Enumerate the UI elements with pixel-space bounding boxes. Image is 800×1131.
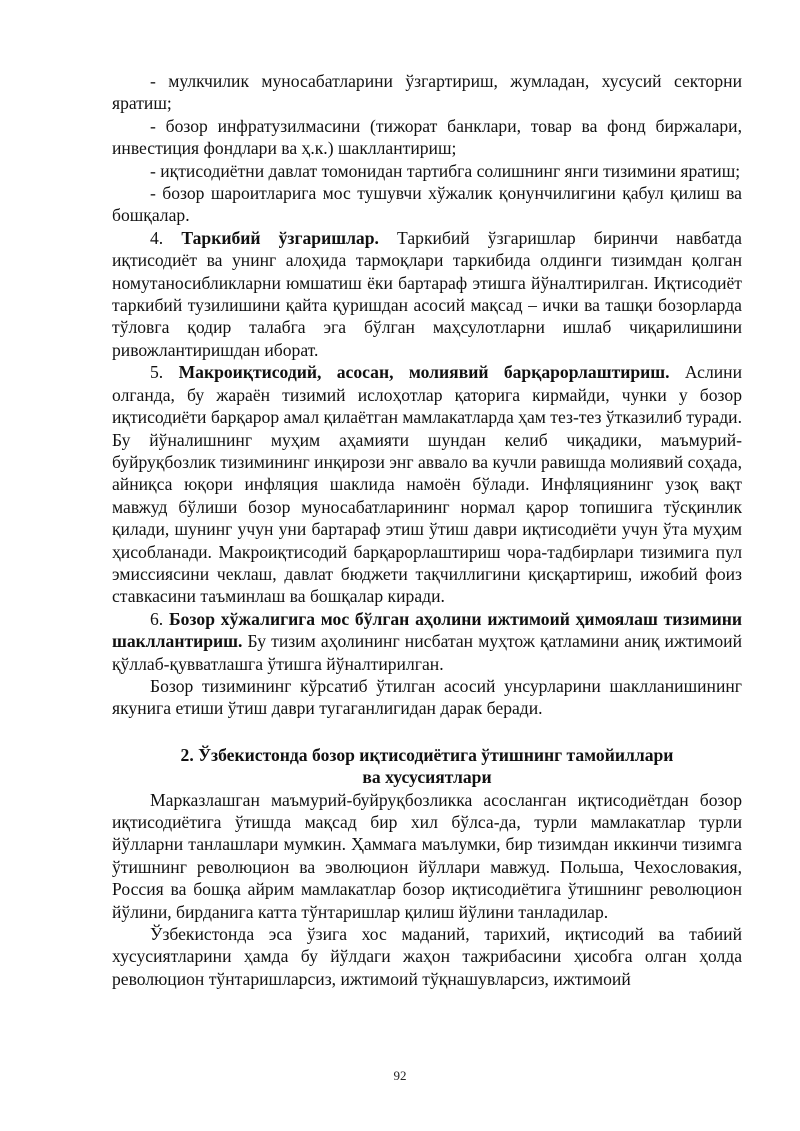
- section-heading-line1: 2. Ўзбекистонда бозор иқтисодиётига ўтишнинг тамойиллари: [180, 744, 674, 765]
- item-6-title: Бозор хўжалигига мос бўлган аҳолини ижтимоий ҳимоялаш тизимини шакллантириш.: [112, 608, 742, 652]
- page-number: 92: [393, 1068, 407, 1083]
- item-4-number: 4.: [150, 227, 164, 248]
- section-heading-line2: ва хусусиятлари: [362, 767, 492, 788]
- item-5-number: 5.: [150, 362, 164, 383]
- item-4-paragraph: [112, 227, 742, 361]
- item-6-text: Бу тизим аҳолининг нисбатан муҳтож қатламини аниқ ижтимоий қўллаб-қувватлашга ўтишга йўналтирилган.: [112, 631, 742, 674]
- item-5-text: Аслини олганда, бу жараён тизимий ислоҳотлар қаторига кирмайди, чунки у бозор иқтисодиёти барқарор амал қилаётган мамлакатларда ҳам тез-тез ўтказилиб туради. Бу йўналишнинг муҳим аҳамияти шундан келиб чиқадики, маъмурий-буйруқбозлик тизимининг инқирози энг аввало ва кучли равишда молиявий соҳада, айниқса юқори инфляция шаклида намоён бўлади. Инфляциянинг узоқ вақт мавжуд бўлиши бозор муносабатларининг нормал қарор топишига тўсқинлик қилади, шунинг учун уни бартараф этиш ўтиш даври иқтисодиёти учун ўта муҳим ҳисобланади. Макроиқтисодий барқарорлаштириш чора-тадбирлари тизимига пул эмиссиясини чеклаш, давлат бюджети тақчиллигини қисқартириш, ижобий фоиз ставкасини таъминлаш ва бошқалар киради.: [112, 362, 743, 607]
- section-paragraph-2: Ўзбекистонда эса ўзига хос маданий, тарихий, иқтисодий ва табиий хусусиятларини ҳамда бу йўлдаги жаҳон тажрибасини ҳисобга олган ҳолда революцион тўнтаришларсиз, ижтимоий тўқнашувларсиз, ижтимоий: [112, 924, 742, 989]
- closing-paragraph: Бозор тизимининг кўрсатиб ўтилган асосий унсурларини шаклланишининг якунига етиши ўтиш даври тугаганлигидан дарак беради.: [112, 675, 742, 719]
- item-5-paragraph: [112, 361, 742, 607]
- item-4-title: Таркибий ўзгаришлар.: [181, 227, 379, 248]
- document-page: [112, 70, 742, 990]
- list-item: - бозор инфратузилмасини (тижорат банклари, товар ва фонд биржалари, инвестиция фондлари ва ҳ.к.) шакллантириш;: [112, 115, 742, 159]
- section-paragraph-1: Марказлашган маъмурий-буйруқбозликка асосланган иқтисодиётдан бозор иқтисодиётига ўтишда мақсад бир хил бўлса-да, турли мамлакатлар турли йўлларни танлашлари мумкин. Ҳаммага маълумки, бир тизимдан иккинчи тизимга ўтишнинг революцион ва эволюцион йўллари мавжуд. Польша, Чехословакия, Россия ва бошқа айрим мамлакатлар бозор иқтисодиётига ўтишнинг революцион йўлини, бирданига катта тўнтаришлар қилиш йўлини танладилар.: [112, 789, 742, 922]
- section-heading: [112, 744, 742, 789]
- list-item: - мулкчилик муносабатларини ўзгартириш, жумладан, хусусий секторни яратиш;: [112, 71, 742, 114]
- item-6-paragraph: [112, 608, 742, 675]
- list-item: - бозор шароитларига мос тушувчи хўжалик қонунчилигини қабул қилиш ва бошқалар.: [112, 183, 742, 226]
- item-4-text: Таркибий ўзгаришлар биринчи навбатда иқтисодиёт ва унинг алоҳида тармоқлари таркибида олдинги тизимдан қолган номутаносибликларни юмшатиш ёки бартараф этишга йўналтирилган. Иқтисодиёт таркибий тузилишини қайта қуришдан асосий мақсад – ички ва ташқи бозорларда тўловга қодир талабга эга бўлган маҳсулотларни ишлаб чиқарилишини ривожлантиришдан иборат.: [112, 227, 742, 360]
- item-5-title: Макроиқтисодий, асосан, молиявий барқарорлаштириш.: [178, 362, 670, 383]
- list-item: - иқтисодиётни давлат томонидан тартибга солишнинг янги тизимини яратиш;: [150, 160, 741, 181]
- item-6-number: 6.: [150, 608, 164, 629]
